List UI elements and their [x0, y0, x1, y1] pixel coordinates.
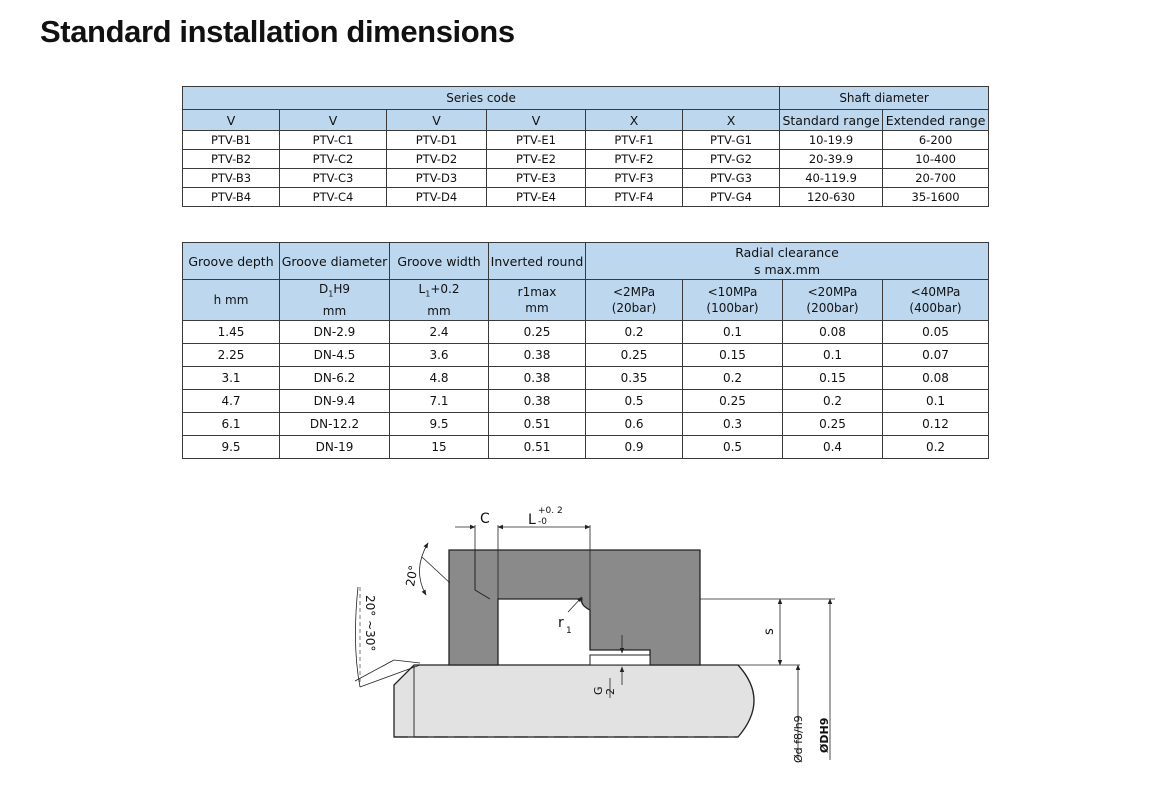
label-l: L: [528, 512, 536, 528]
table-cell: PTV-E3: [487, 169, 586, 188]
label-r-sub: 1: [566, 626, 572, 636]
table-cell: PTV-D3: [387, 169, 487, 188]
table-cell: 9.5: [390, 413, 489, 436]
table-cell: PTV-G3: [683, 169, 780, 188]
groove-width-header: Groove width: [390, 243, 489, 280]
table-cell: 0.07: [883, 344, 989, 367]
table1-subheader: X: [683, 110, 780, 131]
table-cell: 0.9: [586, 436, 683, 459]
table-row: [183, 150, 989, 169]
table-cell: 9.5: [183, 436, 280, 459]
table-cell: PTV-C2: [280, 150, 387, 169]
table-cell: 0.1: [783, 344, 883, 367]
table-cell: 2.25: [183, 344, 280, 367]
table-cell: 4.8: [390, 367, 489, 390]
table-cell: PTV-D2: [387, 150, 487, 169]
installation-dimensions-table: [182, 242, 989, 459]
inverted-round-unit: r1max mm: [489, 280, 586, 321]
table-cell: PTV-C3: [280, 169, 387, 188]
table-cell: 0.38: [489, 367, 586, 390]
table1-subheader: V: [280, 110, 387, 131]
groove-diameter-header: Groove diameter: [280, 243, 390, 280]
table-row: [183, 131, 989, 150]
table-row: [183, 367, 989, 390]
table-cell: 3.1: [183, 367, 280, 390]
page-title: Standard installation dimensions: [40, 14, 515, 49]
table-cell: PTV-G4: [683, 188, 780, 207]
table-row: [183, 436, 989, 459]
table-cell: 0.51: [489, 413, 586, 436]
table-cell: DN-4.5: [280, 344, 390, 367]
table-row: [183, 188, 989, 207]
series-code-header: Series code: [183, 87, 780, 110]
table-cell: 0.5: [586, 390, 683, 413]
table-row: [183, 390, 989, 413]
table-cell: 0.2: [683, 367, 783, 390]
table-row: [183, 413, 989, 436]
label-angle-20-30: 20° ~30°: [363, 595, 377, 652]
radial-clearance-label: Radial clearance: [735, 245, 839, 260]
table-cell: 0.38: [489, 344, 586, 367]
label-r: r: [558, 615, 564, 631]
table-cell: PTV-E1: [487, 131, 586, 150]
table-cell: 35-1600: [883, 188, 989, 207]
table-cell: 6-200: [883, 131, 989, 150]
housing: [449, 550, 700, 665]
table-cell: PTV-D1: [387, 131, 487, 150]
table-cell: 10-400: [883, 150, 989, 169]
table-cell: PTV-B2: [183, 150, 280, 169]
table-cell: 0.25: [586, 344, 683, 367]
groove-depth-header: Groove depth: [183, 243, 280, 280]
table1-subheader: V: [183, 110, 280, 131]
table-cell: 0.25: [783, 413, 883, 436]
table-row: [183, 169, 989, 188]
groove-diameter-unit: $D_1H9$ mm: [280, 280, 390, 321]
table-row: [183, 321, 989, 344]
table-cell: 6.1: [183, 413, 280, 436]
table-cell: PTV-C4: [280, 188, 387, 207]
table-cell: PTV-D4: [387, 188, 487, 207]
table-cell: DN-19: [280, 436, 390, 459]
table1-subheader: V: [387, 110, 487, 131]
label-s: s: [762, 628, 777, 635]
table-cell: PTV-F2: [586, 150, 683, 169]
pressure-col-20mpa: <20MPa (200bar): [783, 280, 883, 321]
table-cell: 4.7: [183, 390, 280, 413]
table-cell: PTV-B3: [183, 169, 280, 188]
table1-subheader: Standard range: [780, 110, 883, 131]
table-cell: 0.25: [683, 390, 783, 413]
table-cell: 0.12: [883, 413, 989, 436]
table1-subheader: X: [586, 110, 683, 131]
label-g-den: 2: [604, 688, 617, 695]
installation-drawing: [330, 495, 850, 775]
table-cell: 20-39.9: [780, 150, 883, 169]
table-cell: PTV-F4: [586, 188, 683, 207]
pressure-col-2mpa: <2MPa (20bar): [586, 280, 683, 321]
table-cell: 0.6: [586, 413, 683, 436]
table-cell: 3.6: [390, 344, 489, 367]
table-cell: 15: [390, 436, 489, 459]
series-code-table: [182, 86, 989, 207]
table-cell: 0.25: [489, 321, 586, 344]
groove-width-unit: $L_1+0.2$ mm: [390, 280, 489, 321]
label-l-tol-lower: -0: [538, 517, 547, 527]
table-cell: 0.38: [489, 390, 586, 413]
table-cell: 0.1: [883, 390, 989, 413]
table-cell: DN-2.9: [280, 321, 390, 344]
radial-clearance-header: [586, 243, 989, 280]
table-cell: 40-119.9: [780, 169, 883, 188]
table-cell: 0.08: [883, 367, 989, 390]
table-cell: 0.4: [783, 436, 883, 459]
table-cell: 20-700: [883, 169, 989, 188]
table-cell: PTV-B4: [183, 188, 280, 207]
table-cell: 0.2: [586, 321, 683, 344]
pressure-col-40mpa: <40MPa (400bar): [883, 280, 989, 321]
table-cell: 120-630: [780, 188, 883, 207]
table-cell: PTV-B1: [183, 131, 280, 150]
label-d-bore: ØDH9: [818, 717, 831, 753]
table-cell: 10-19.9: [780, 131, 883, 150]
radial-clearance-unit: s max.mm: [753, 262, 821, 277]
table-cell: 1.45: [183, 321, 280, 344]
table-cell: 0.05: [883, 321, 989, 344]
label-g-num: G: [592, 686, 605, 695]
table-cell: 0.1: [683, 321, 783, 344]
table-cell: PTV-E2: [487, 150, 586, 169]
table1-subheader: V: [487, 110, 586, 131]
inverted-round-header: Inverted round: [489, 243, 586, 280]
pressure-col-10mpa: <10MPa (100bar): [683, 280, 783, 321]
shaft-diameter-header: Shaft diameter: [780, 87, 989, 110]
table-cell: 0.15: [783, 367, 883, 390]
table-row: [183, 344, 989, 367]
table-cell: PTV-F1: [586, 131, 683, 150]
shaft: [394, 665, 754, 737]
table1-subheader: Extended range: [883, 110, 989, 131]
table-cell: PTV-C1: [280, 131, 387, 150]
label-angle-20: 20°: [403, 564, 421, 588]
table-cell: 0.15: [683, 344, 783, 367]
table-cell: PTV-G1: [683, 131, 780, 150]
table-cell: DN-6.2: [280, 367, 390, 390]
groove-depth-unit: h mm: [183, 280, 280, 321]
table-cell: 0.08: [783, 321, 883, 344]
table-cell: 0.2: [783, 390, 883, 413]
label-l-tol-upper: +0. 2: [538, 506, 563, 516]
table-cell: 0.2: [883, 436, 989, 459]
table-cell: DN-9.4: [280, 390, 390, 413]
label-c: C: [480, 511, 490, 527]
table-cell: PTV-F3: [586, 169, 683, 188]
table-cell: 0.35: [586, 367, 683, 390]
table-cell: PTV-G2: [683, 150, 780, 169]
table-cell: 2.4: [390, 321, 489, 344]
table-cell: DN-12.2: [280, 413, 390, 436]
table-cell: 0.5: [683, 436, 783, 459]
table-cell: 0.3: [683, 413, 783, 436]
table-cell: PTV-E4: [487, 188, 586, 207]
table-cell: 0.51: [489, 436, 586, 459]
label-d-shaft: Ød f8/h9: [792, 715, 805, 763]
table-cell: 7.1: [390, 390, 489, 413]
